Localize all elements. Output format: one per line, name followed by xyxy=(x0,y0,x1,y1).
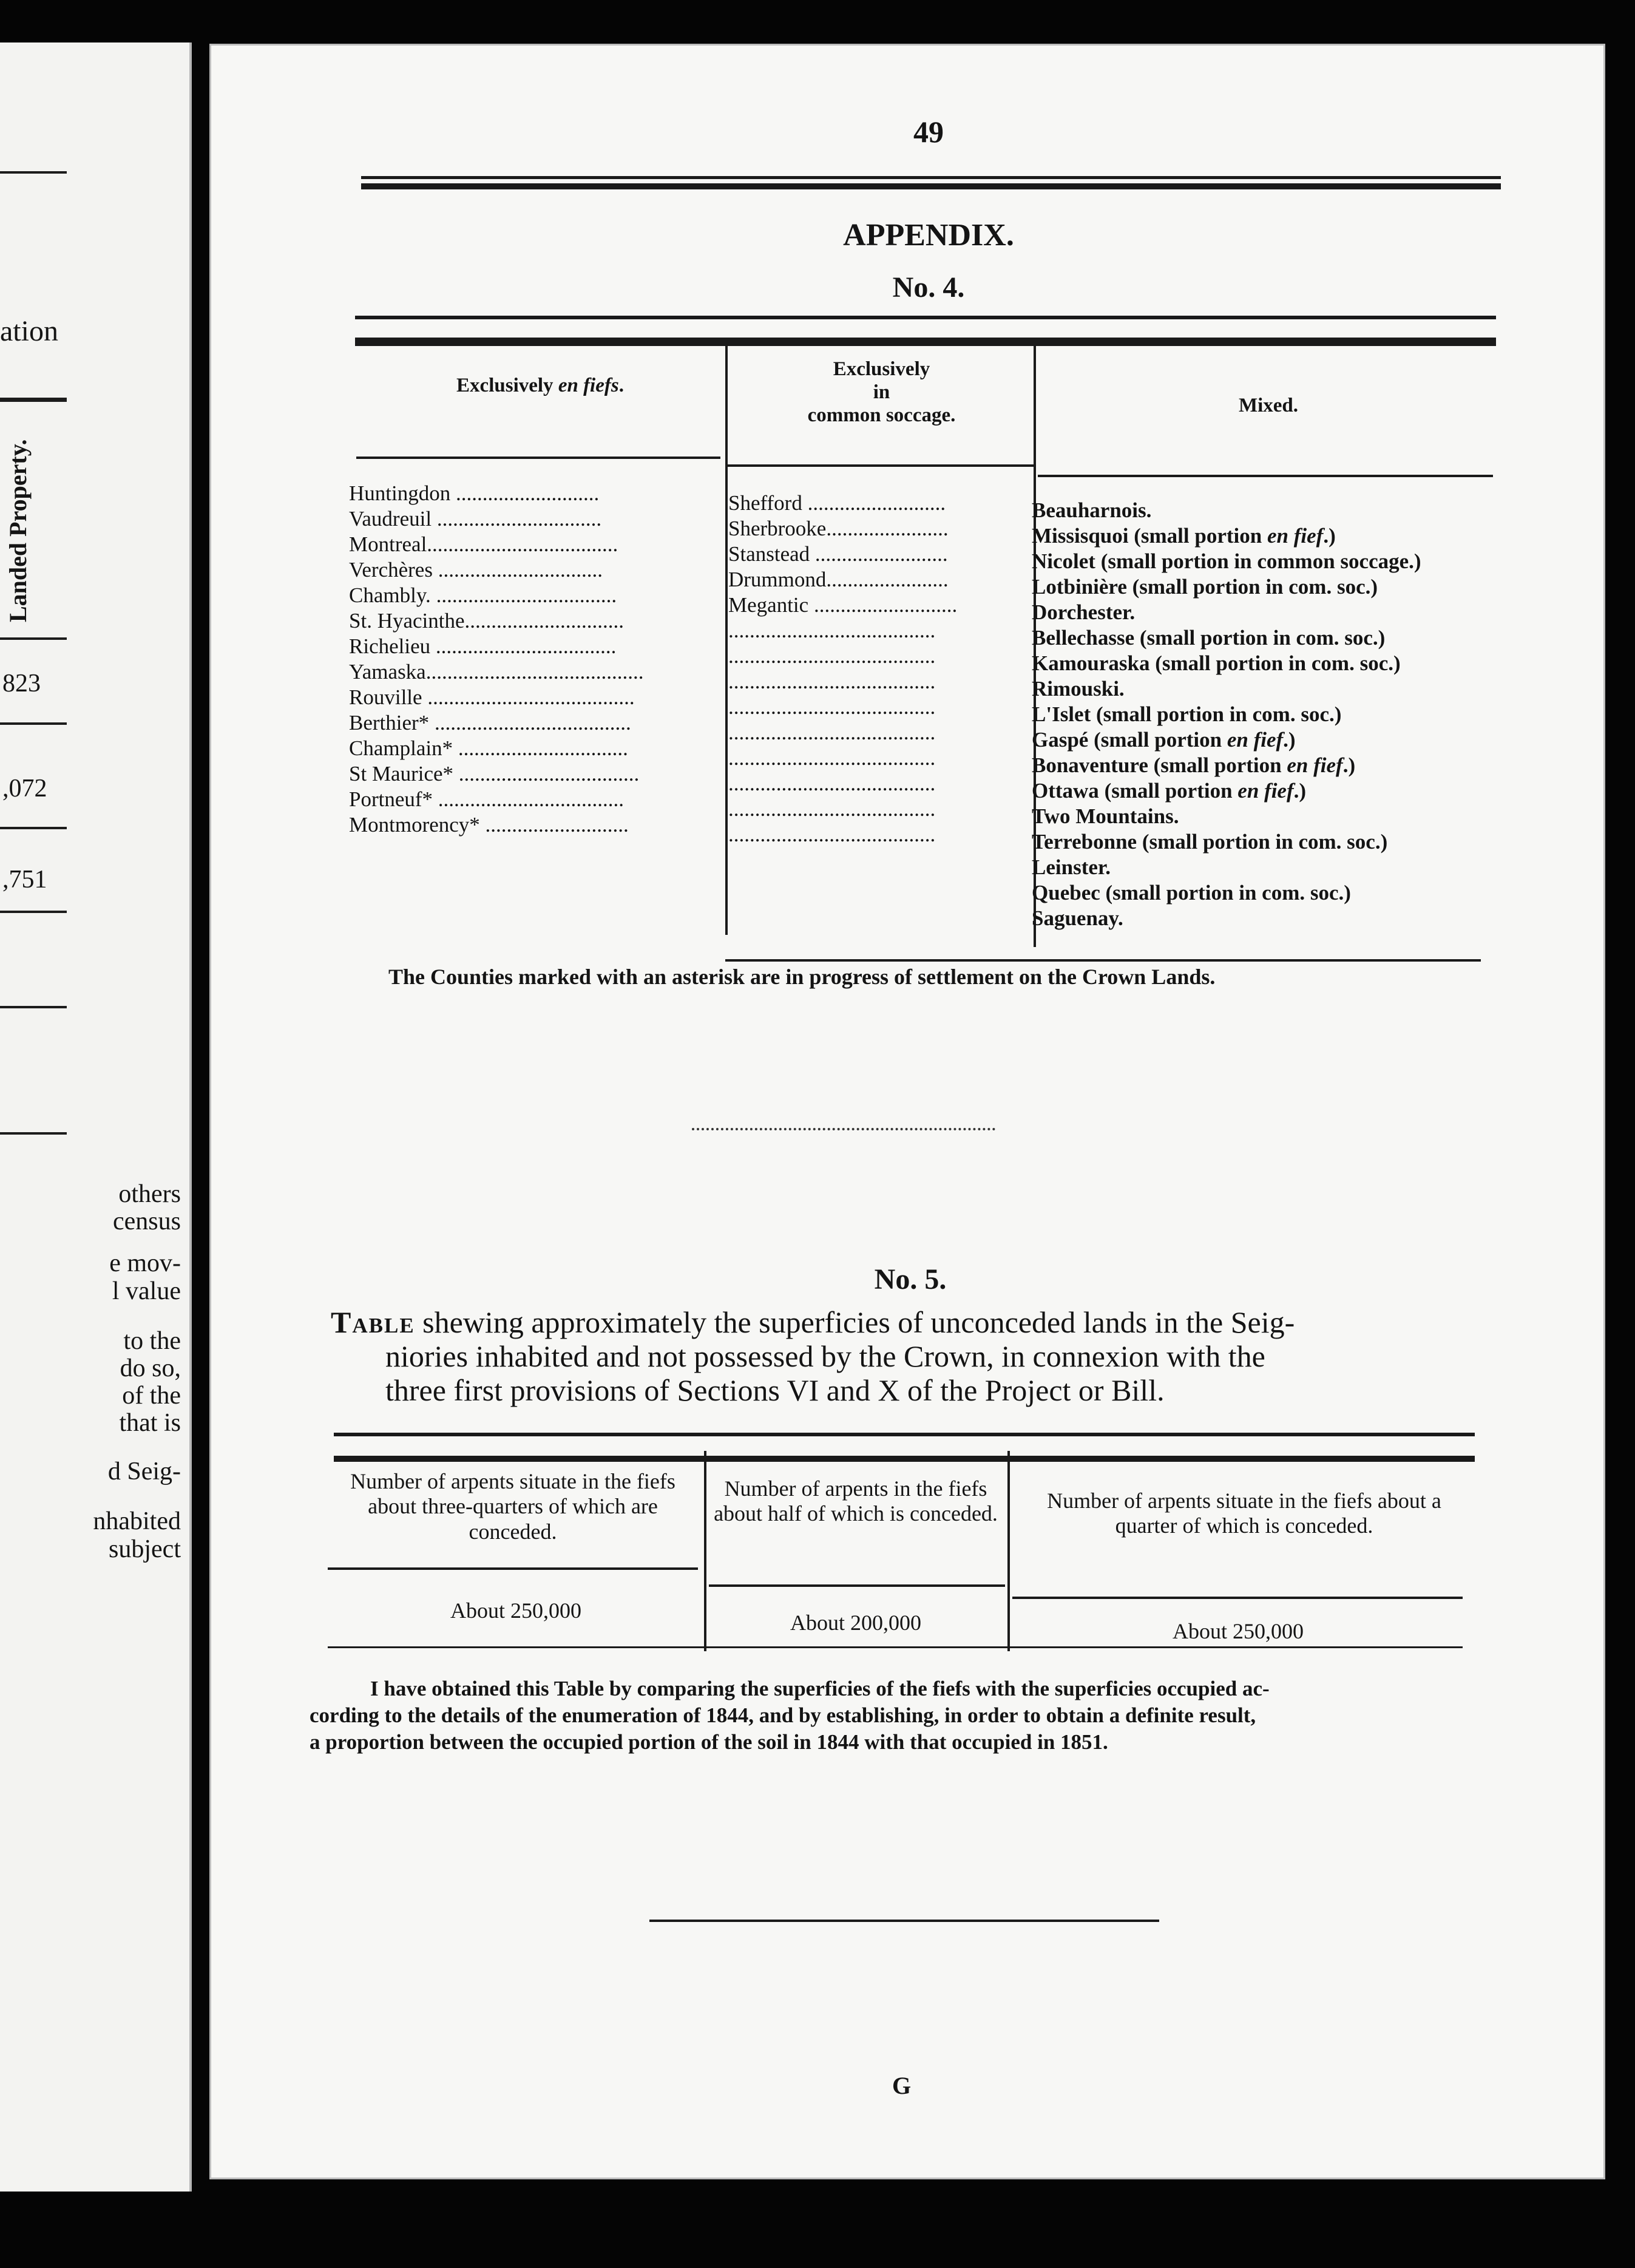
table-top-rule xyxy=(334,1456,1475,1462)
list-item: St Maurice* .................................. xyxy=(349,762,640,786)
list-item: Nicolet (small portion in common soccage.) xyxy=(1032,549,1421,573)
list-item: ....................................... xyxy=(728,721,936,744)
list-item: Stanstead ......................... xyxy=(728,542,948,566)
list-item: Yamaska......................................... xyxy=(349,660,644,684)
col-header-en-fiefs: Exclusively en fiefs. xyxy=(456,375,624,396)
column-divider xyxy=(704,1451,706,1651)
previous-page-fragment xyxy=(0,42,192,2192)
table-top-rule xyxy=(334,1433,1475,1436)
list-item: Leinster. xyxy=(1032,855,1111,879)
note-line: I have obtained this Table by comparing the superficies of the fiefs with the superficies occupied ac- xyxy=(370,1677,1270,1700)
header-rule xyxy=(361,176,1501,179)
list-item: ....................................... xyxy=(728,619,936,642)
list-item: Megantic ........................... xyxy=(728,593,958,617)
table-top-rule xyxy=(355,316,1496,319)
header-half: Number of arpents in the fiefs about half of which is conceded. xyxy=(714,1476,998,1526)
list-item: ....................................... xyxy=(728,823,936,846)
header-rule xyxy=(356,457,720,459)
value-three-quarters: About 250,000 xyxy=(450,1598,581,1623)
text-fragment: others xyxy=(118,1180,181,1208)
text-fragment: of the xyxy=(122,1382,181,1410)
col-header-common-soccage xyxy=(734,358,1029,427)
list-item: Two Mountains. xyxy=(1032,804,1179,828)
header-line: in xyxy=(873,381,890,403)
rule xyxy=(0,1006,67,1008)
list-item: Lotbinière (small portion in com. soc.) xyxy=(1032,575,1378,599)
list-item: Montmorency* ........................... xyxy=(349,813,629,837)
list-item: Quebec (small portion in com. soc.) xyxy=(1032,881,1351,905)
column-divider xyxy=(725,340,728,935)
list-item: ....................................... xyxy=(728,772,936,795)
text-fragment: subject xyxy=(109,1535,181,1563)
list-item: Ottawa (small portion en fief.) xyxy=(1032,779,1307,803)
rule xyxy=(0,637,67,640)
header-rule xyxy=(709,1584,1005,1587)
list-item: Bonaventure (small portion en fief.) xyxy=(1032,753,1356,777)
no5-note xyxy=(310,1676,1270,1756)
list-item: Vaudreuil ............................... xyxy=(349,507,602,531)
table-bottom-rule xyxy=(725,959,1481,962)
list-item: ....................................... xyxy=(728,644,936,668)
col-common-soccage-list xyxy=(728,491,1032,847)
list-item: Champlain* ................................ xyxy=(349,736,628,760)
list-item: Rouville ....................................... xyxy=(349,685,635,709)
rule xyxy=(0,911,67,913)
text-fragment: that is xyxy=(119,1409,181,1437)
list-item: Dorchester. xyxy=(1032,600,1136,624)
list-item: Missisquoi (small portion en fief.) xyxy=(1032,524,1336,548)
note-line: cording to the details of the enumeration of 1844, and by establishing, in order to obtain a definite result, xyxy=(310,1703,1256,1727)
rule xyxy=(0,1132,67,1135)
col-header-mixed: Mixed. xyxy=(1238,395,1299,416)
list-item: Portneuf* ................................... xyxy=(349,787,625,811)
col-mixed-list xyxy=(1032,498,1505,931)
list-item: Richelieu .................................. xyxy=(349,634,617,658)
text-fragment: do so, xyxy=(120,1354,181,1382)
number-fragment: 823 xyxy=(2,670,41,698)
table-bottom-rule xyxy=(328,1646,1463,1648)
list-item: Gaspé (small portion en fief.) xyxy=(1032,728,1296,752)
list-item: Verchères ............................... xyxy=(349,558,603,582)
header-rule xyxy=(727,464,1034,467)
col-en-fiefs-list xyxy=(349,481,722,838)
vertical-column-heading: Landed Property. xyxy=(4,439,32,622)
list-item: Saguenay. xyxy=(1032,906,1123,930)
header-line: common soccage. xyxy=(807,404,956,426)
page-number: 49 xyxy=(913,115,944,149)
signature-mark: G xyxy=(892,2072,912,2099)
caption-line: niories inhabited and not possessed by the Crown, in connexion with the xyxy=(385,1339,1265,1373)
no5-caption xyxy=(331,1305,1295,1407)
caption-line: Table shewing approximately the superficies of unconceded lands in the Seig- xyxy=(331,1305,1295,1339)
text-fragment: nhabited xyxy=(93,1507,181,1535)
no4-footnote: The Counties marked with an asterisk are in progress of settlement on the Crown Lands. xyxy=(388,965,1216,989)
list-item: ....................................... xyxy=(728,695,936,719)
text-fragment: e mov- xyxy=(109,1249,181,1277)
list-item: Rimouski. xyxy=(1032,677,1125,701)
value-half: About 200,000 xyxy=(790,1611,921,1635)
list-item: Bellechasse (small portion in com. soc.) xyxy=(1032,626,1386,650)
list-item: Sherbrooke....................... xyxy=(728,517,949,540)
note-line: a proportion between the occupied portion of the soil in 1844 with that occupied in 1851. xyxy=(310,1730,1108,1754)
header-rule xyxy=(361,183,1501,189)
rule xyxy=(0,171,67,174)
table-top-rule xyxy=(355,338,1496,346)
appendix-title: APPENDIX. xyxy=(843,218,1014,253)
list-item: Shefford .......................... xyxy=(728,491,946,515)
heading-fragment: ation xyxy=(0,315,58,347)
text-fragment: l value xyxy=(112,1277,181,1305)
header-quarter: Number of arpents situate in the fiefs about a quarter of which is conceded. xyxy=(1047,1489,1441,1538)
list-item: Berthier* ..................................... xyxy=(349,711,631,735)
list-item: Montreal.................................... xyxy=(349,532,618,556)
value-quarter: About 250,000 xyxy=(1173,1619,1304,1643)
list-item: Chambly. .................................. xyxy=(349,583,617,607)
section-separator xyxy=(692,1128,995,1130)
list-item: St. Hyacinthe.............................. xyxy=(349,609,625,633)
header-rule xyxy=(1038,475,1493,477)
header-rule xyxy=(1012,1597,1463,1599)
number-fragment: ,072 xyxy=(2,775,47,803)
number-fragment: ,751 xyxy=(2,866,47,894)
column-divider xyxy=(1007,1451,1010,1651)
header-line: Exclusively xyxy=(833,358,930,380)
list-item: Terrebonne (small portion in com. soc.) xyxy=(1032,830,1388,854)
header-three-quarters: Number of arpents situate in the fiefs about three-quarters of which are conceded. xyxy=(350,1469,675,1544)
list-item: ....................................... xyxy=(728,746,936,770)
header-rule xyxy=(328,1567,698,1570)
list-item: ....................................... xyxy=(728,797,936,821)
text-fragment: census xyxy=(113,1207,181,1235)
rule xyxy=(0,722,67,725)
list-item: ....................................... xyxy=(728,670,936,693)
list-item: Huntingdon ........................... xyxy=(349,481,600,505)
text-fragment: d Seig- xyxy=(107,1458,181,1485)
list-item: Kamouraska (small portion in com. soc.) xyxy=(1032,651,1401,675)
list-item: Beauharnois. xyxy=(1032,498,1152,522)
section-separator xyxy=(649,1920,1159,1922)
rule xyxy=(0,398,67,402)
list-item: Drummond....................... xyxy=(728,568,949,591)
caption-line: three first provisions of Sections VI and X of the Project or Bill. xyxy=(385,1373,1165,1407)
no4-title: No. 4. xyxy=(892,271,965,304)
rule xyxy=(0,827,67,829)
no5-title: No. 5. xyxy=(874,1263,947,1295)
text-fragment: to the xyxy=(123,1327,181,1355)
list-item: L'Islet (small portion in com. soc.) xyxy=(1032,702,1342,726)
